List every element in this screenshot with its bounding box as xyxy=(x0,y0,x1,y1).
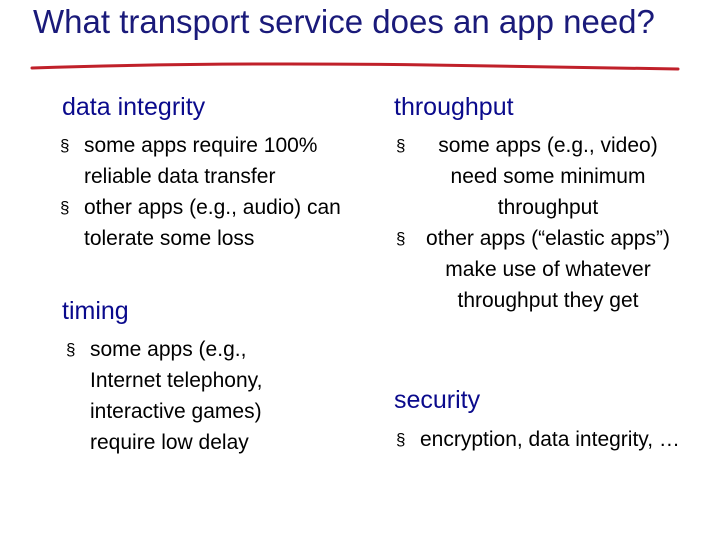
heading-data-integrity: data integrity xyxy=(62,93,206,121)
list-item: § other apps (e.g., audio) can tolerate some loss xyxy=(60,192,390,254)
list-item: § encryption, data integrity, … xyxy=(396,424,696,455)
list-item: § some apps (e.g., video) need some minimum throughput xyxy=(396,130,676,223)
list-item: § some apps require 100% reliable data transfer xyxy=(60,130,390,192)
heading-timing: timing xyxy=(62,297,129,325)
list-item: § some apps (e.g., Internet telephony, interactive games) require low delay xyxy=(66,334,316,458)
title-underline xyxy=(30,60,690,80)
heading-security: security xyxy=(394,386,481,414)
throughput-list xyxy=(396,130,676,316)
heading-throughput: throughput xyxy=(394,93,514,121)
security-list xyxy=(396,424,696,455)
timing-list xyxy=(66,334,316,458)
list-item: § other apps (“elastic apps”) make use of whatever throughput they get xyxy=(396,223,676,316)
slide-title: What transport service does an app need? xyxy=(33,3,655,40)
data-integrity-list xyxy=(60,130,390,254)
